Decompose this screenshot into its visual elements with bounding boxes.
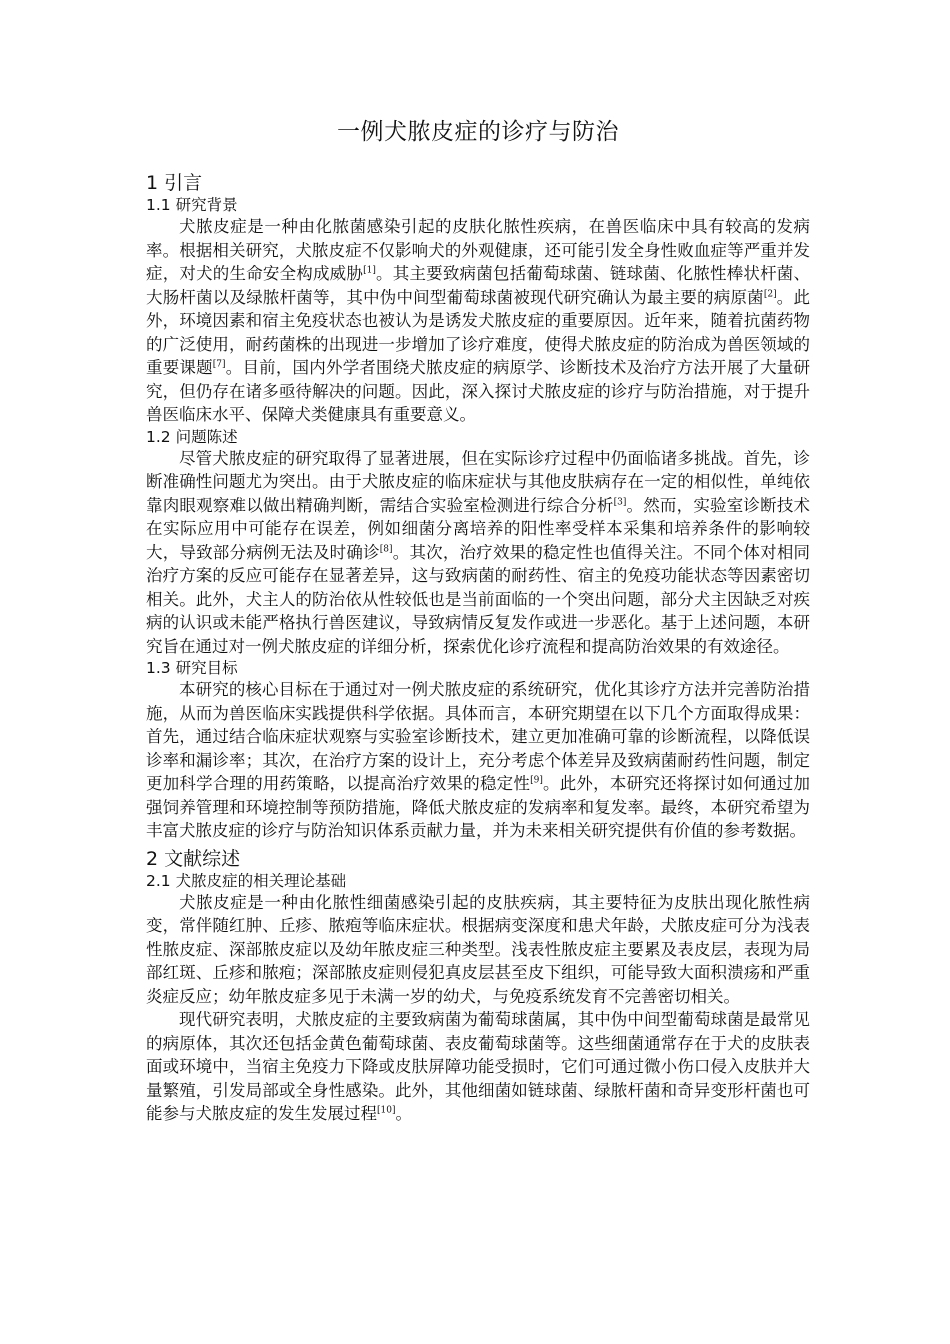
citation-marker: [9]	[530, 775, 543, 786]
subsection-heading: 1.3 研究目标	[146, 659, 238, 677]
citation-marker: [1]	[363, 265, 376, 276]
paper-title: 一例犬脓皮症的诊疗与防治	[337, 119, 619, 145]
section-heading: 2 文献综述	[146, 847, 241, 870]
section-heading: 1 引言	[146, 172, 203, 194]
paper-body	[146, 171, 810, 1126]
body-paragraph: 犬脓皮症是一种由化脓性细菌感染引起的皮肤疾病，其主要特征为皮肤出现化脓性病变，常伴随红肿、丘疹、脓疱等临床症状。根据病变深度和患犬年龄，犬脓皮症可分为浅表性脓皮症、深部脓皮症以及幼年脓皮症三种类型。浅表性脓皮症主要累及表皮层，表现为局部红斑、丘疹和脓疱；深部脓皮症则侵犯真皮层甚至皮下组织，可能导致大面积溃疡和严重炎症反应；幼年脓皮症多见于未满一岁的幼犬，与免疫系统发育不完善密切相关。	[146, 892, 810, 1006]
citation-marker: [3]	[613, 497, 627, 507]
body-paragraph: 本研究的核心目标在于通过对一例犬脓皮症的系统研究，优化其诊疗方法并完善防治措施，从而为兽医临床实践提供科学依据。具体而言，本研究期望在以下几个方面取得成果：首先，通过结合临床症状观察与实验室诊断技术，建立更加准确可靠的诊断流程，以降低误诊率和漏诊率；其次，在治疗方案的设计上，充分考虑个体差异及致病菌耐药性问题，制定更加科学合理的用药策略，以提高治疗效果的稳定性[9]。此外，本研究还将探讨如何通过加强饲养管理和环境控制等预防措施，降低犬脓皮症的发病率和复发率。最终，本研究希望为丰富犬脓皮症的诊疗与防治知识体系贡献力量，并为未来相关研究提供有价值的参考数据。	[146, 680, 811, 840]
citation-marker: [10]	[377, 1105, 396, 1116]
subsection-heading: 1.2 问题陈述	[146, 427, 238, 446]
body-paragraph: 犬脓皮症是一种由化脓菌感染引起的皮肤化脓性疾病，在兽医临床中具有较高的发病率。根据相关研究，犬脓皮症不仅影响犬的外观健康，还可能引发全身性败血症等严重并发症，对犬的生命安全构成威胁[1]。其主要致病菌包括葡萄球菌、链球菌、化脓性棒状杆菌、大肠杆菌以及绿脓杆菌等，其中伪中间型葡萄球菌被现代研究确认为最主要的病原菌[2]。此外，环境因素和宿主免疫状态也被认为是诱发犬脓皮症的重要原因。近年来，随着抗菌药物的广泛使用，耐药菌株的出现进一步增加了诊疗难度，使得犬脓皮症的防治成为兽医领域的重要课题[7]。目前，国内外学者围绕犬脓皮症的病原学、诊断技术及治疗方法开展了大量研究，但仍存在诸多亟待解决的问题。因此，深入探讨犬脓皮症的诊疗与防治措施，对于提升兽医临床水平、保障犬类健康具有重要意义。	[146, 217, 811, 424]
subsection-heading: 2.1 犬脓皮症的相关理论基础	[146, 871, 347, 890]
subsection-heading: 1.1 研究背景	[146, 196, 238, 214]
body-paragraph: 现代研究表明，犬脓皮症的主要致病菌为葡萄球菌属，其中伪中间型葡萄球菌是最常见的病原体，其次还包括金黄色葡萄球菌、表皮葡萄球菌等。这些细菌通常存在于犬的皮肤表面或环境中，当宿主免疫力下降或皮肤屏障功能受损时，它们可通过微小伤口侵入皮肤并大量繁殖，引发局部或全身性感染。此外，其他细菌如链球菌、绿脓杆菌和奇异变形杆菌也可能参与犬脓皮症的发生发展过程[10]。	[146, 1010, 810, 1123]
citation-marker: [7]	[212, 359, 226, 370]
citation-marker: [8]	[379, 544, 393, 554]
citation-marker: [2]	[763, 289, 777, 299]
document-page	[146, 0, 810, 1126]
body-paragraph: 尽管犬脓皮症的研究取得了显著进展，但在实际诊疗过程中仍面临诸多挑战。首先，诊断准确性问题尤为突出。由于犬脓皮症的临床症状与其他皮肤病存在一定的相似性，单纯依靠肉眼观察难以做出精确判断，需结合实验室检测进行综合分析[3]。然而，实验室诊断技术在实际应用中可能存在误差，例如细菌分离培养的阳性率受样本采集和培养条件的影响较大，导致部分病例无法及时确诊[8]。其次，治疗效果的稳定性也值得关注。不同个体对相同治疗方案的反应可能存在显著差异，这与致病菌的耐药性、宿主的免疫功能状态等因素密切相关。此外，犬主人的防治依从性较低也是当前面临的一个突出问题，部分犬主因缺乏对疾病的认识或未能严格执行兽医建议，导致病情反复发作或进一步恶化。基于上述问题，本研究旨在通过对一例犬脓皮症的详细分析，探索优化诊疗流程和提高防治效果的有效途径。	[146, 448, 811, 656]
